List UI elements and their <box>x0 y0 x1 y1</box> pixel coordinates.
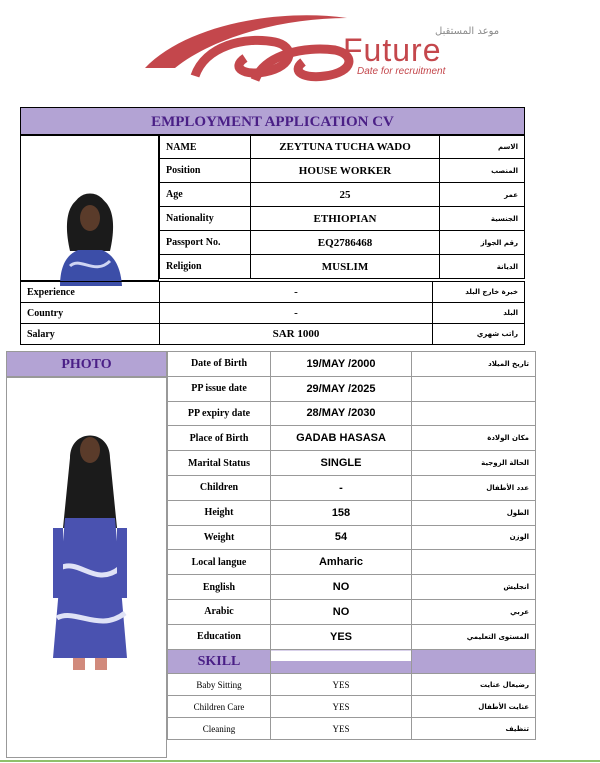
cv-extra-value: - <box>160 282 433 303</box>
cv-info-table <box>159 135 525 279</box>
photo-label: PHOTO <box>6 351 167 377</box>
cv-extra-row <box>21 303 525 324</box>
skill-row <box>168 718 536 740</box>
cv-row-value: ETHIOPIAN <box>251 207 440 231</box>
cv-row-arabic: عمر <box>440 183 525 207</box>
details-row-arabic: مكان الولادة <box>412 426 536 451</box>
cv-row-arabic: المنصب <box>440 159 525 183</box>
details-row-label: PP issue date <box>168 376 271 401</box>
details-row-value: NO <box>271 599 412 624</box>
company-logo <box>135 6 535 86</box>
cv-row <box>160 136 525 159</box>
details-row <box>168 500 536 525</box>
cv-row-arabic: الاسم <box>440 136 525 159</box>
cv-extra-label: Country <box>21 303 160 324</box>
details-row-value: 28/MAY /2030 <box>271 401 412 426</box>
details-row <box>168 575 536 600</box>
logo-text: Future <box>343 32 442 68</box>
portrait-icon <box>40 156 140 286</box>
cv-extra-table <box>20 281 525 345</box>
cv-row-arabic: الديانة <box>440 255 525 279</box>
details-row-value: NO <box>271 575 412 600</box>
details-row <box>168 376 536 401</box>
cv-row-value: 25 <box>251 183 440 207</box>
details-row-arabic: المستوى التعليمي <box>412 624 536 649</box>
cv-row-value: ZEYTUNA TUCHA WADO <box>251 136 440 159</box>
details-row <box>168 401 536 426</box>
cv-row-label: Passport No. <box>160 231 251 255</box>
details-row-arabic: تاريخ الميلاد <box>412 352 536 377</box>
cv-row <box>160 159 525 183</box>
full-body-photo-icon <box>45 418 135 678</box>
logo-tagline: Date for recruitment <box>357 66 446 77</box>
details-row <box>168 352 536 377</box>
skill-value: YES <box>271 674 412 696</box>
cv-title: EMPLOYMENT APPLICATION CV <box>20 107 525 135</box>
skill-arabic: عنايت الأطفال <box>412 696 536 718</box>
skill-row <box>168 696 536 718</box>
details-row-arabic: عربي <box>412 599 536 624</box>
details-row-value: GADAB HASASA <box>271 426 412 451</box>
cv-extra-arabic: البلد <box>433 303 525 324</box>
skill-name: Cleaning <box>168 718 271 740</box>
details-row-label: English <box>168 575 271 600</box>
skill-value: YES <box>271 696 412 718</box>
details-row-value: SINGLE <box>271 451 412 476</box>
bottom-divider <box>0 760 600 762</box>
details-row-label: Arabic <box>168 599 271 624</box>
skill-name: Children Care <box>168 696 271 718</box>
details-row <box>168 599 536 624</box>
details-row <box>168 475 536 500</box>
details-row-value: 29/MAY /2025 <box>271 376 412 401</box>
cv-extra-value: - <box>160 303 433 324</box>
details-row-label: Place of Birth <box>168 426 271 451</box>
cv-row-arabic: الجنسية <box>440 207 525 231</box>
details-table <box>167 351 536 650</box>
details-row-label: Height <box>168 500 271 525</box>
details-row-label: Marital Status <box>168 451 271 476</box>
details-row-label: Date of Birth <box>168 352 271 377</box>
cv-row-label: Nationality <box>160 207 251 231</box>
details-row-label: Local langue <box>168 550 271 575</box>
skills-table <box>167 649 536 740</box>
cv-row-label: Position <box>160 159 251 183</box>
cv-extra-row <box>21 282 525 303</box>
details-row-arabic <box>412 401 536 426</box>
cv-row <box>160 255 525 279</box>
details-row <box>168 550 536 575</box>
details-row-label: PP expiry date <box>168 401 271 426</box>
logo-arabic: موعد المستقبل <box>435 26 500 37</box>
skill-header-arabic-blank <box>412 650 536 674</box>
details-row-value: Amharic <box>271 550 412 575</box>
details-row-label: Weight <box>168 525 271 550</box>
skill-header-row <box>168 650 536 674</box>
logo-swoosh-icon <box>135 6 365 86</box>
details-row-arabic: الحالة الزوجية <box>412 451 536 476</box>
skill-row <box>168 674 536 696</box>
details-row-value: YES <box>271 624 412 649</box>
cv-row-value: HOUSE WORKER <box>251 159 440 183</box>
profile-photo-top <box>20 135 159 281</box>
cv-extra-row <box>21 324 525 345</box>
details-row-value: 19/MAY /2000 <box>271 352 412 377</box>
skill-arabic: رضيعال عنايت <box>412 674 536 696</box>
profile-photo-full <box>6 377 167 758</box>
cv-extra-value: SAR 1000 <box>160 324 433 345</box>
cv-extra-label: Salary <box>21 324 160 345</box>
details-row-value: 54 <box>271 525 412 550</box>
cv-row-label: Religion <box>160 255 251 279</box>
cv-row-arabic: رقم الجواز <box>440 231 525 255</box>
details-row-arabic <box>412 550 536 575</box>
cv-row <box>160 231 525 255</box>
cv-row <box>160 183 525 207</box>
details-row-value: - <box>271 475 412 500</box>
cv-row <box>160 207 525 231</box>
details-row-arabic <box>412 376 536 401</box>
cv-extra-arabic: راتب شهري <box>433 324 525 345</box>
cv-extra-arabic: خبرة خارج البلد <box>433 282 525 303</box>
details-row-arabic: الطول <box>412 500 536 525</box>
details-row-label: Children <box>168 475 271 500</box>
details-row-arabic: عدد الأطفال <box>412 475 536 500</box>
cv-extra-label: Experience <box>21 282 160 303</box>
details-row-arabic: انجليش <box>412 575 536 600</box>
skill-name: Baby Sitting <box>168 674 271 696</box>
details-row <box>168 525 536 550</box>
details-row <box>168 426 536 451</box>
details-row <box>168 624 536 649</box>
details-row-value: 158 <box>271 500 412 525</box>
skill-header-blank <box>271 650 412 674</box>
skill-label: SKILL <box>168 650 271 674</box>
details-row-arabic: الوزن <box>412 525 536 550</box>
cv-row-value: MUSLIM <box>251 255 440 279</box>
cv-row-value: EQ2786468 <box>251 231 440 255</box>
skill-arabic: تنظيف <box>412 718 536 740</box>
details-row-label: Education <box>168 624 271 649</box>
details-row <box>168 451 536 476</box>
cv-row-label: Age <box>160 183 251 207</box>
skill-value: YES <box>271 718 412 740</box>
cv-row-label: NAME <box>160 136 251 159</box>
